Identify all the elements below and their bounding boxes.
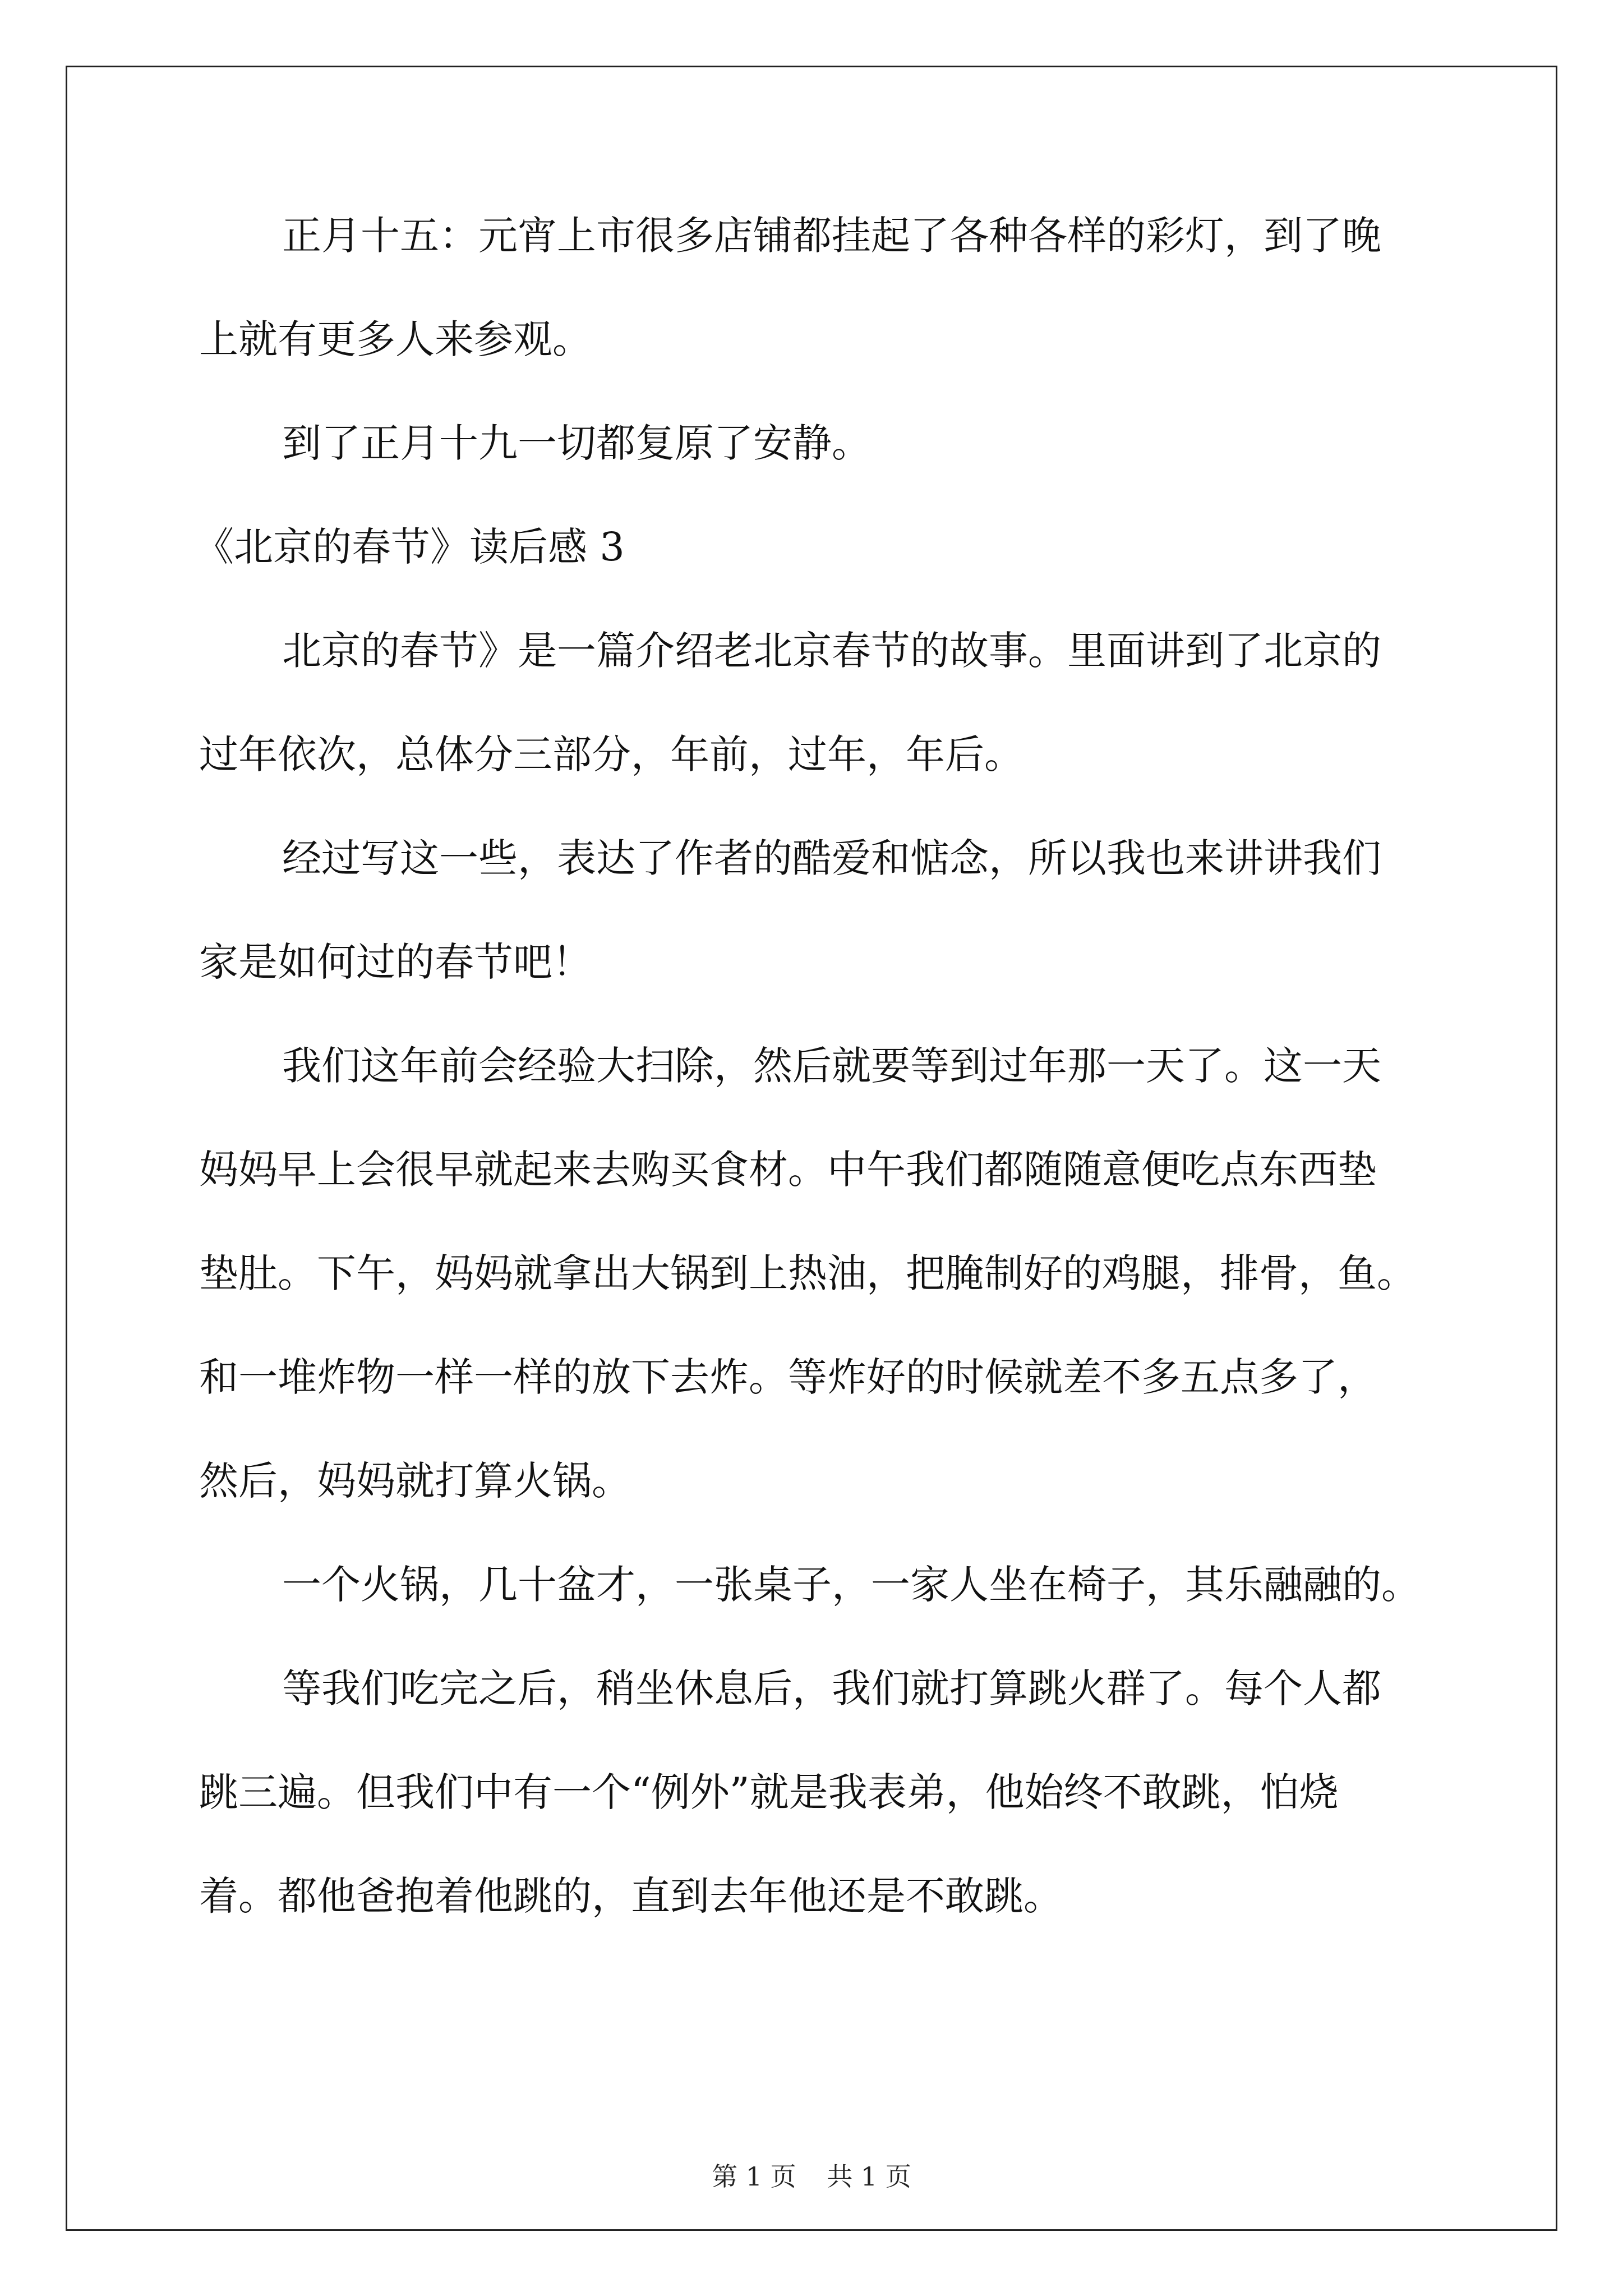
- paragraph-line: 和一堆炸物一样一样的放下去炸。等炸好的时候就差不多五点多了，: [199, 1354, 1377, 1400]
- paragraph-line: 我们这年前会经验大扫除，然后就要等到过年那一天了。这一天: [282, 1043, 1381, 1089]
- paragraph-line: 正月十五：元宵上市很多店铺都挂起了各种各样的彩灯，到了晚: [282, 213, 1381, 259]
- paragraph-line: 跳三遍。但我们中有一个“例外”就是我表弟，他始终不敢跳，怕烧: [199, 1769, 1339, 1815]
- page-footer: [0, 2160, 1623, 2193]
- paragraph-line: 北京的春节》是一篇介绍老北京春节的故事。里面讲到了北京的: [282, 628, 1381, 674]
- paragraph-line: 然后，妈妈就打算火锅。: [199, 1458, 631, 1504]
- section-heading: 《北京的春节》读后感 3: [195, 524, 625, 570]
- paragraph-line: 家是如何过的春节吧！: [199, 939, 592, 985]
- paragraph-line: 过年依次，总体分三部分，年前，过年，年后。: [199, 731, 1023, 777]
- paragraph-line: 经过写这一些，表达了作者的酷爱和惦念，所以我也来讲讲我们: [282, 835, 1381, 881]
- paragraph-line: 妈妈早上会很早就起来去购买食材。中午我们都随随意便吃点东西垫: [199, 1147, 1377, 1193]
- paragraph-line: 到了正月十九一切都复原了安静。: [282, 420, 871, 466]
- paragraph-line: 一个火锅，几十盆才，一张桌子，一家人坐在椅子，其乐融融的。: [282, 1562, 1421, 1608]
- paragraph-line: 上就有更多人来参观。: [199, 316, 592, 362]
- page-total: 共 1 页: [827, 2161, 911, 2192]
- page-number: 第 1 页: [712, 2161, 796, 2192]
- paragraph-line: 等我们吃完之后，稍坐休息后，我们就打算跳火群了。每个人都: [282, 1665, 1381, 1711]
- paragraph-line: 着。都他爸抱着他跳的，直到去年他还是不敢跳。: [199, 1873, 1063, 1919]
- paragraph-line: 垫肚。下午，妈妈就拿出大锅到上热油，把腌制好的鸡腿，排骨，鱼。: [199, 1250, 1416, 1296]
